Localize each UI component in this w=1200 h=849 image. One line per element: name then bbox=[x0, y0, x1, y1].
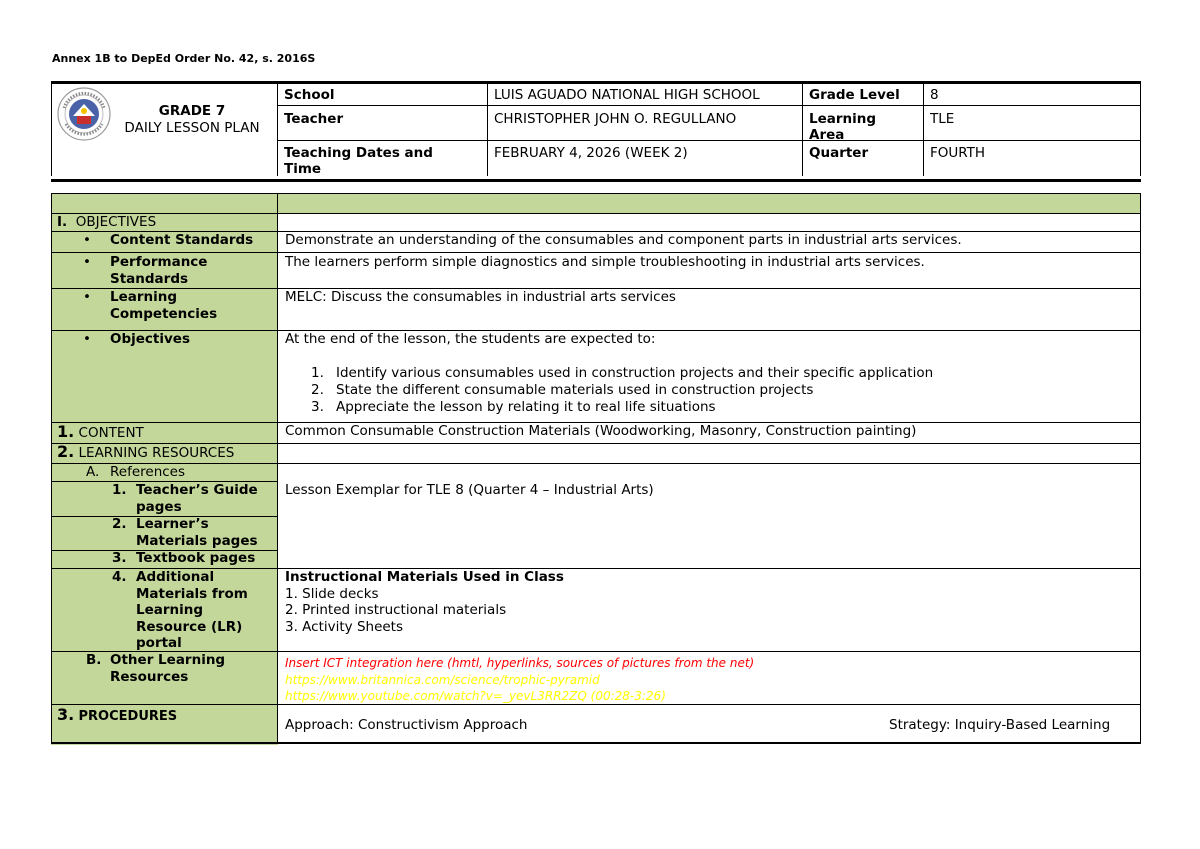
deped-seal-logo bbox=[56, 86, 112, 142]
other-resources-label: Other Learning Resources bbox=[110, 652, 226, 685]
quarter-label: Quarter bbox=[809, 145, 869, 161]
objectives-label: Objectives bbox=[110, 331, 190, 347]
textbook-pages-number: 3. bbox=[112, 550, 127, 566]
content-heading: 1. CONTENT bbox=[57, 422, 144, 441]
performance-standards-label: Performance Standards bbox=[110, 254, 208, 287]
learning-competencies-value: MELC: Discuss the consumables in industrial arts services bbox=[285, 289, 676, 305]
plan-title: DAILY LESSON PLAN bbox=[124, 120, 260, 136]
teaching-dates-label: Teaching Dates and Time bbox=[284, 145, 433, 177]
grade-level-value: 8 bbox=[930, 87, 939, 103]
objectives-heading: I. OBJECTIVES bbox=[57, 214, 157, 230]
bullet: • bbox=[83, 331, 91, 347]
bullet: • bbox=[83, 232, 91, 248]
approach-text: Approach: Constructivism Approach bbox=[285, 717, 528, 733]
objective-item: Appreciate the lesson by relating it to real life situations bbox=[336, 399, 716, 415]
learning-competencies-label: Learning Competencies bbox=[110, 289, 218, 322]
objective-item: State the different consumable materials used in construction projects bbox=[336, 382, 814, 398]
learners-materials-label: Learner’s Materials pages bbox=[136, 516, 258, 549]
textbook-pages-label: Textbook pages bbox=[136, 550, 256, 566]
school-label: School bbox=[284, 87, 335, 103]
content-standards-label: Content Standards bbox=[110, 232, 254, 248]
objectives-intro: At the end of the lesson, the students are expected to: bbox=[285, 331, 656, 347]
learners-materials-number: 2. bbox=[112, 516, 127, 532]
additional-materials-label: Additional Materials from Learning Resource (LR) portal bbox=[136, 569, 248, 651]
objective-item: Identify various consumables used in construction projects and their specific application bbox=[336, 365, 934, 381]
teacher-label: Teacher bbox=[284, 111, 344, 127]
youtube-link[interactable]: https://www.youtube.com/watch?v=_yevL3RR2ZQ (00:28-3:26) bbox=[285, 689, 666, 703]
objective-number: 3. bbox=[311, 399, 324, 415]
quarter-value: FOURTH bbox=[930, 145, 986, 161]
teaching-dates-value: FEBRUARY 4, 2026 (WEEK 2) bbox=[494, 145, 688, 161]
objective-number: 2. bbox=[311, 382, 324, 398]
grade-level-label: Grade Level bbox=[809, 87, 900, 103]
other-resources-letter: B. bbox=[86, 652, 102, 668]
teachers-guide-number: 1. bbox=[112, 482, 127, 498]
bullet: • bbox=[83, 254, 91, 270]
bullet: • bbox=[83, 289, 91, 305]
content-standards-value: Demonstrate an understanding of the consumables and component parts in industrial arts services. bbox=[285, 232, 962, 248]
learning-area-label: Learning Area bbox=[809, 111, 877, 143]
teacher-value: CHRISTOPHER JOHN O. REGULLANO bbox=[494, 111, 737, 127]
content-value: Common Consumable Construction Materials (Woodworking, Masonry, Construction painting) bbox=[285, 423, 917, 439]
references-letter: A. bbox=[86, 464, 100, 480]
britannica-link[interactable]: https://www.britannica.com/science/trophic-pyramid bbox=[285, 673, 600, 687]
procedures-heading: 3. PROCEDURES bbox=[57, 705, 178, 724]
grade-title: GRADE 7 bbox=[158, 103, 226, 119]
additional-materials-number: 4. bbox=[112, 569, 127, 585]
references-label: References bbox=[110, 464, 186, 480]
performance-standards-value: The learners perform simple diagnostics and simple troubleshooting in industrial arts services. bbox=[285, 254, 925, 270]
school-value: LUIS AGUADO NATIONAL HIGH SCHOOL bbox=[494, 87, 760, 103]
ict-integration-note: Insert ICT integration here (hmtl, hyperlinks, sources of pictures from the net) bbox=[285, 656, 755, 670]
teachers-guide-label: Teacher’s Guide pages bbox=[136, 482, 258, 515]
learning-area-value: TLE bbox=[930, 111, 955, 127]
teachers-guide-value: Lesson Exemplar for TLE 8 (Quarter 4 – Industrial Arts) bbox=[285, 482, 654, 498]
instructional-materials: Instructional Materials Used in Class 1. Slide decks 2. Printed instructional materials 3. Activity Sheets bbox=[285, 569, 564, 635]
learning-resources-heading: 2. LEARNING RESOURCES bbox=[57, 442, 235, 461]
annex-reference: Annex 1B to DepEd Order No. 42, s. 2016S bbox=[52, 52, 316, 65]
strategy-text: Strategy: Inquiry-Based Learning bbox=[889, 717, 1111, 733]
objective-number: 1. bbox=[311, 365, 324, 381]
lesson-plan-table bbox=[51, 193, 1142, 745]
